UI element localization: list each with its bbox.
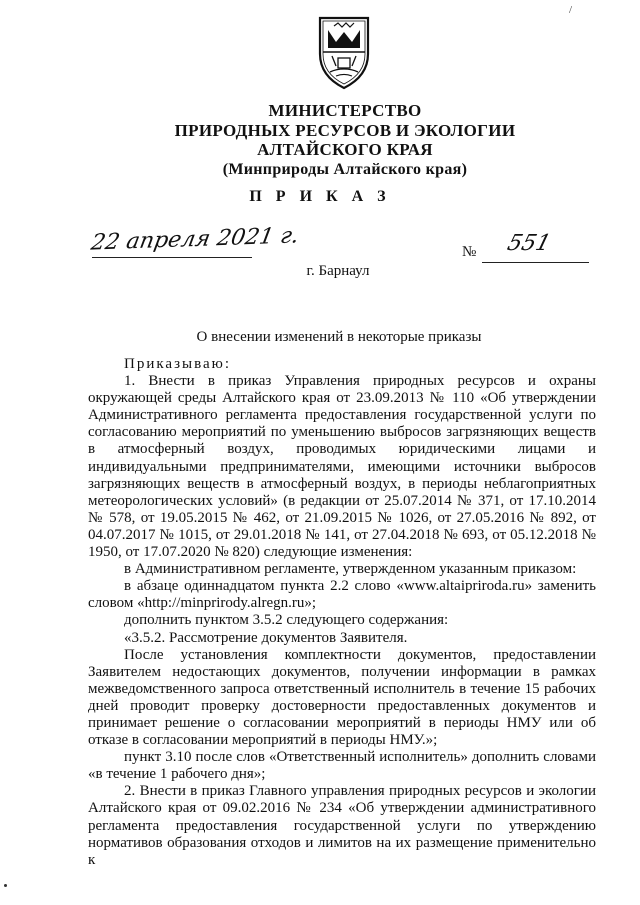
header-line-4: (Минприроды Алтайского края) [222,160,468,178]
scan-dot [4,884,7,887]
handwritten-number: 551 [504,231,554,256]
header-line-2: ПРИРОДНЫХ РЕСУРСОВ И ЭКОЛОГИИ [174,120,516,140]
date-underline [92,257,252,258]
order-subject: О внесении изменений в некоторые приказы [196,329,482,345]
city: г. Барнаул [306,263,370,279]
paragraph-8: 2. Внести в приказ Главного управления природных ресурсов и экологии Алтайского края от 09.02.2016 № 234 «Об утверждении административного регламента предоставления государственной услуги по утверждению нормативов образования отходов и лимитов на их размещение применительно к [88,783,596,868]
paragraph-1: 1. Внести в приказ Управления природных ресурсов и охраны окружающей среды Алтайского края от 23.09.2013 № 110 «Об утверждении Административного регламента предоставления государственной услуги по согласованию мероприятий по уменьшению выбросов загрязняющих веществ в атмосферный воздух, проводимых юридическими лицами и индивидуальными предпринимателями, имеющими источники выбросов загрязняющих веществ в атмосферный воздух, в периоды неблагоприятных метеорологических условий» (в редакции от 25.07.2014 № 371, от 17.10.2014 № 578, от 19.05.2015 № 462, от 21.09.2015 № 1026, от 27.05.2016 № 892, от 04.07.2017 № 1015, от 29.01.2018 № 141, от 27.04.2018 № 693, от 05.12.2018 № 1950, от 17.07.2020 № 820) следующие изменения: [88,373,596,561]
paragraph-4: дополнить пунктом 3.5.2 следующего содержания: [124,612,449,629]
number-label: № [462,244,477,260]
header-line-1: МИНИСТЕРСТВО [268,101,422,120]
paragraph-0: Приказываю: [124,356,231,372]
header-line-3: АЛТАЙСКОГО КРАЯ [257,140,433,159]
paragraph-6: После установления комплектности документов, предоставлении Заявителем недостающих документов, получении информации в рамках межведомственного запроса ответственный исполнитель в течение 15 рабочих дней проводит проверку достоверности предоставленных документов и принимает решение о согласовании мероприятий в периоды НМУ или об отказе в согласовании мероприятий в периоды НМУ.»; [88,646,596,749]
paragraph-7: пункт 3.10 после слов «Ответственный исполнитель» дополнить словами «в течение 1 рабочего дня»; [88,749,596,783]
ministry-header [120,101,570,179]
order-body [88,356,596,869]
handwritten-date: 22 апреля 2021 г. [89,223,301,256]
paragraph-3: в абзаце одиннадцатом пункта 2.2 слово «www.altaipriroda.ru» заменить словом «http://minprirody.alregn.ru»; [88,578,596,612]
scan-mark: / [568,4,572,16]
paragraph-2: в Административном регламенте, утвержденном указанным приказом: [124,561,577,578]
document-type: П Р И К А З [249,188,391,205]
paragraph-5: «3.5.2. Рассмотрение документов Заявителя. [124,629,408,646]
coat-of-arms-icon [314,14,374,90]
